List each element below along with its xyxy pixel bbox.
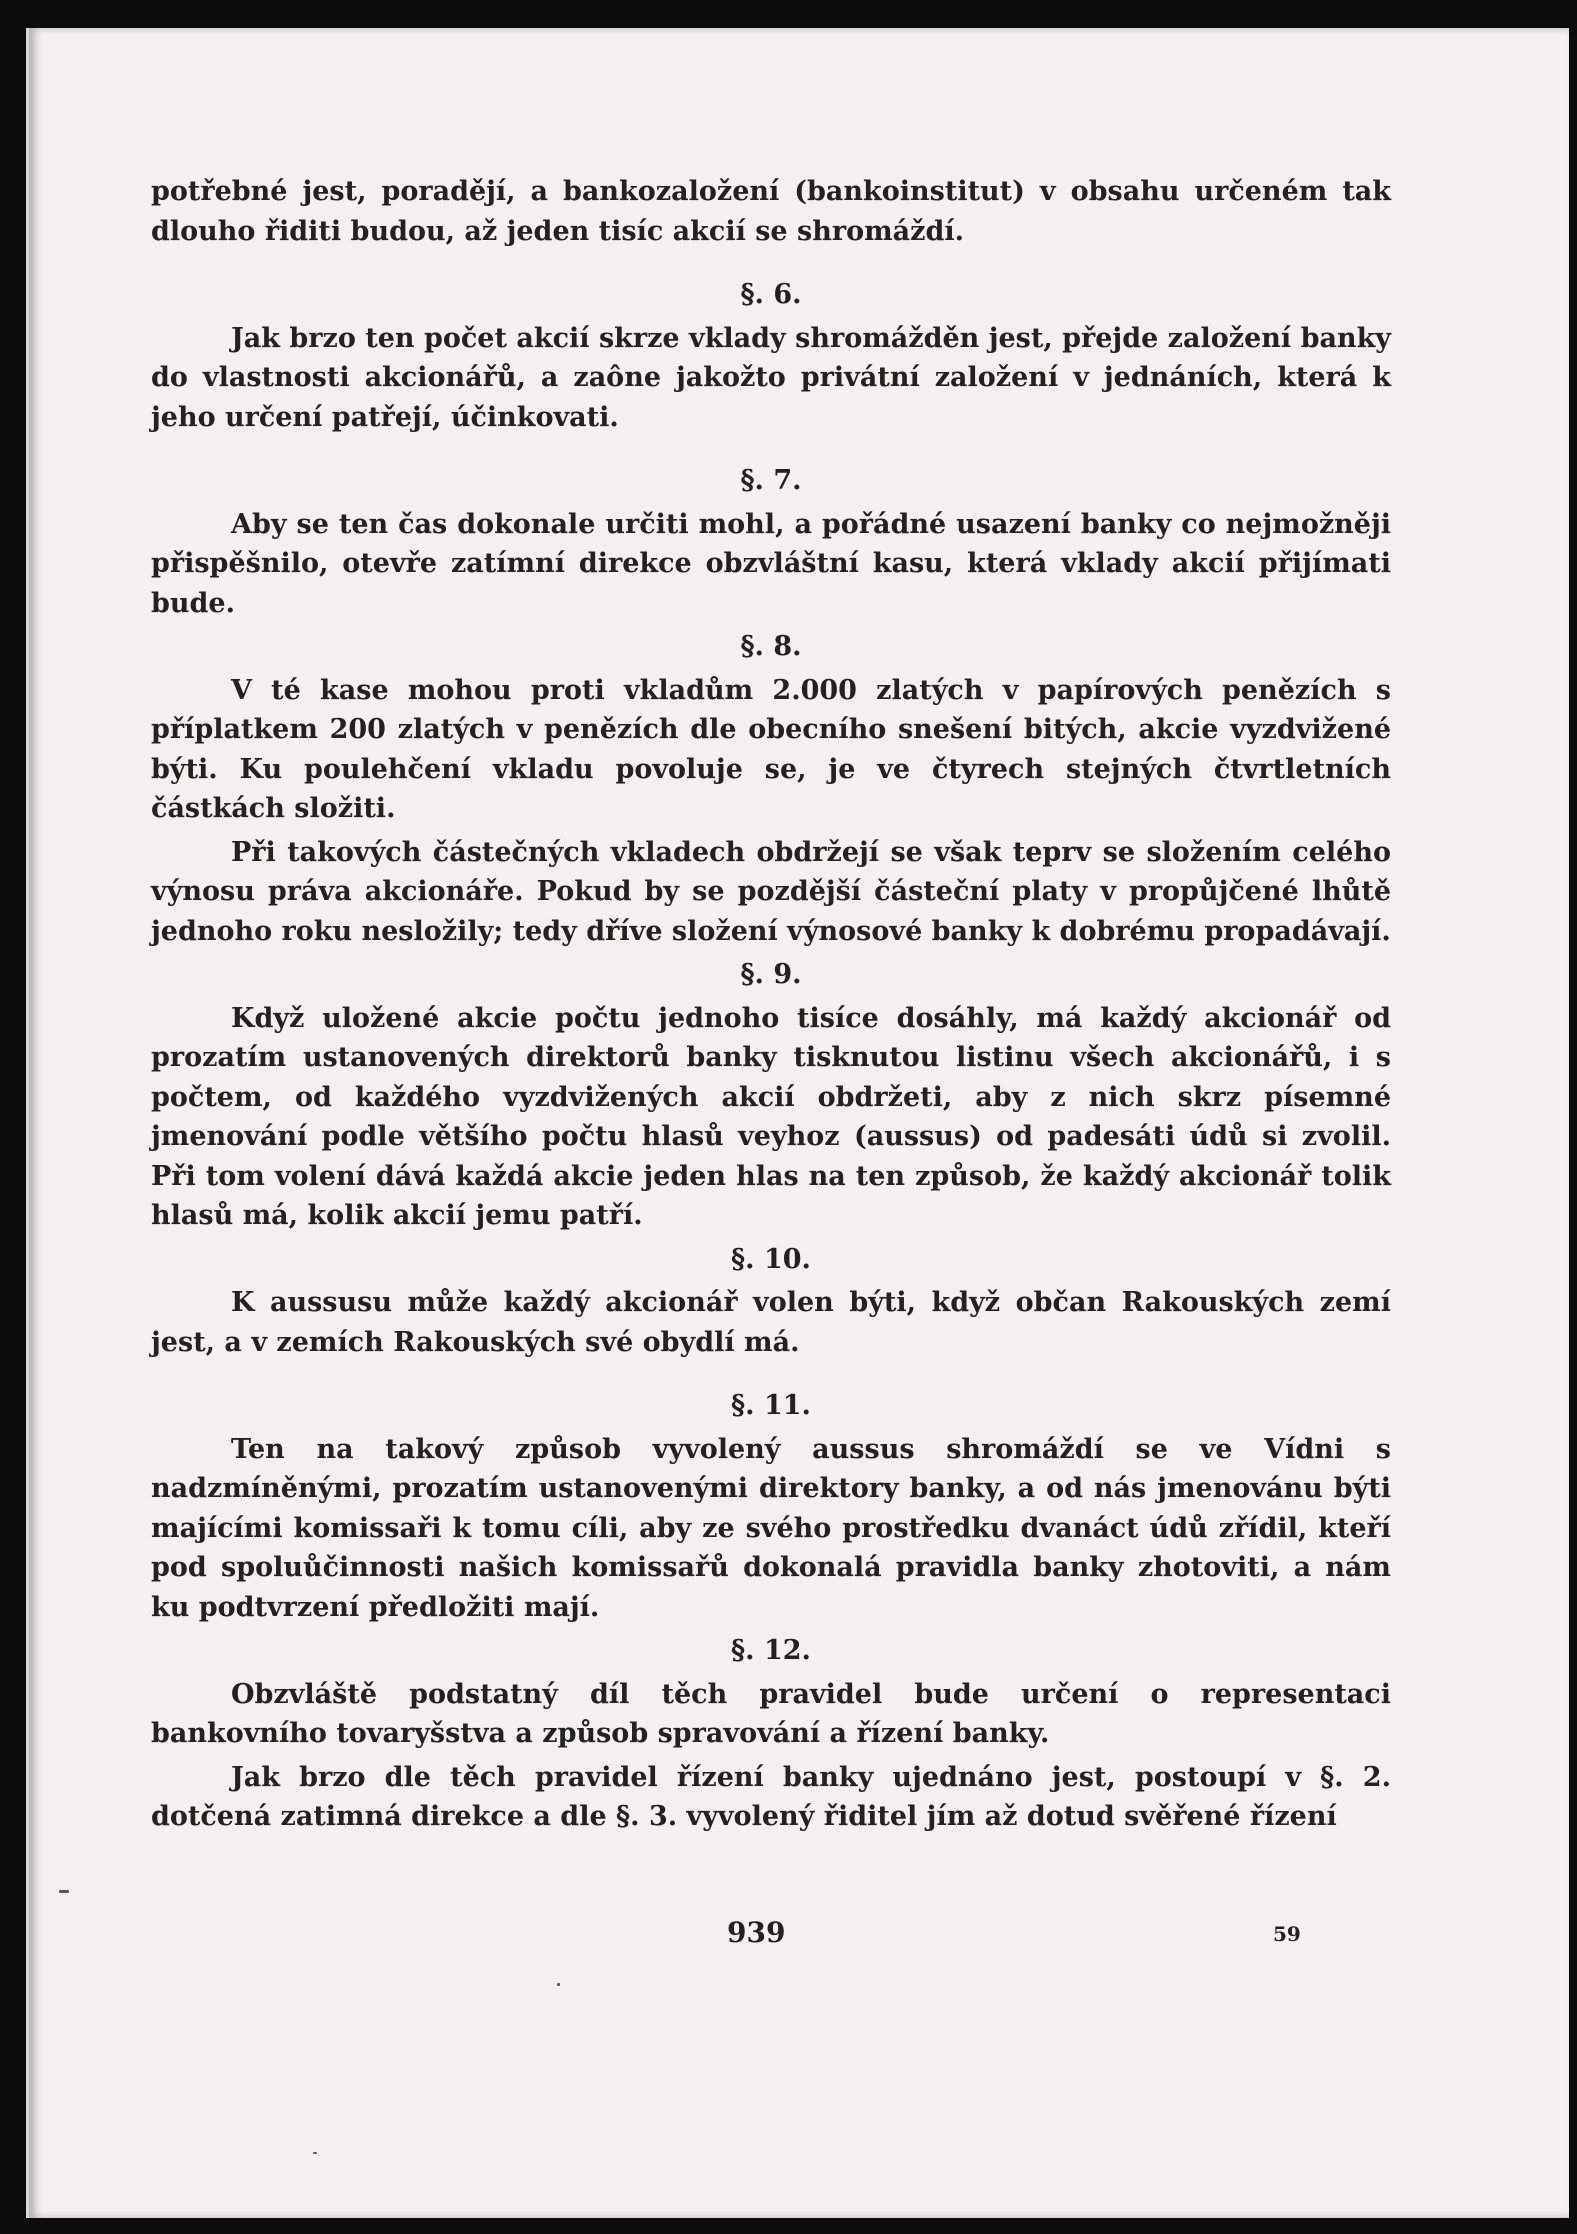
document-page <box>26 28 1569 2218</box>
paragraph-section-6: Jak brzo ten počet akcií skrze vklady shromážděn jest, přejde založení banky do vlastnosti akcionářů, a zaône jakožto privátní založení v jednáních, která k jeho určení patřejí, účinkovati. <box>151 322 1391 433</box>
scan-speck <box>59 1890 69 1893</box>
paragraph-section-11: Ten na takový způsob vyvolený aussus shromáždí se ve Vídni s nadzmíněnými, prozatím ustanovenými direktory banky, a od nás jmenovánu býti majícími komissaři k tomu cíli, aby ze svého prostředku dvanáct údů zřídil, kteří pod spoluůčinnosti našich komissařů dokonalá pravidla banky zhotoviti, a nám ku podtvrzení předložiti mají. <box>151 1433 1391 1623</box>
paragraph-section-10: K aussusu může každý akcionář volen býti, když občan Rakouských zemí jest, a v zemích Rakouských své obydlí má. <box>151 1287 1391 1358</box>
section-heading-8: §. 8. <box>740 631 802 662</box>
document-body <box>151 172 1391 1837</box>
section-heading-6: §. 6. <box>740 279 802 310</box>
scan-speck <box>557 1983 560 1986</box>
paragraph-section-8a: V té kase mohou proti vkladům 2.000 zlatých v papírových penězích s příplatkem 200 zlatých v penězích dle obecního snešení bitých, akcie vyzdvižené býti. Ku poulehčení vkladu povoluje se, je ve čtyrech stejných čtvrtletních částkách složiti. <box>151 674 1391 824</box>
paragraph-continuation: potřebné jest, poradějí, a bankozaložení (bankoinstitut) v obsahu určeném tak dlouho řiditi budou, až jeden tisíc akcií se shromáždí. <box>151 176 1391 247</box>
section-heading-12: §. 12. <box>731 1635 811 1666</box>
paragraph-section-12a: Obzvláště podstatný díl těch pravidel bude určení o representaci bankovního tovaryšstva a způsob spravování a řízení banky. <box>151 1678 1391 1749</box>
paragraph-section-9: Když uložené akcie počtu jednoho tisíce dosáhly, má každý akcionář od prozatím ustanovených direktorů banky tisknutou listinu všech akcionářů, i s počtem, od každého vyzdvižených akcií obdržeti, aby z nich skrz písemné jmenování podle většího počtu hlasů veyhoz (aussus) od padesáti údů si zvolil. Při tom volení dává každá akcie jeden hlas na ten způsob, že každý akcionář tolik hlasů má, kolik akcií jemu patří. <box>151 1002 1391 1231</box>
scan-speck <box>313 2152 317 2154</box>
section-heading-11: §. 11. <box>731 1390 811 1421</box>
paragraph-section-12b: Jak brzo dle těch pravidel řízení banky ujednáno jest, postoupí v §. 2. dotčená zatimná direkce a dle §. 3. vyvolený řiditel jím až dotud svěřené řízení <box>151 1761 1391 1832</box>
section-heading-9: §. 9. <box>740 959 802 990</box>
paragraph-section-7: Aby se ten čas dokonale určiti mohl, a pořádné usazení banky co nejmožněji přispěšnilo, otevře zatímní direkce obzvláštní kasu, která vklady akcií přijímati bude. <box>151 508 1391 619</box>
paragraph-section-8b: Při takových částečných vkladech obdržejí se však teprv se složením celého výnosu práva akcionáře. Pokud by se pozdější částeční platy v propůjčené lhůtě jednoho roku nesložily; tedy dříve složení výnosové banky k dobrému propadávají. <box>151 836 1391 947</box>
section-heading-10: §. 10. <box>731 1243 811 1275</box>
section-heading-7: §. 7. <box>740 465 802 496</box>
signature-mark: 59 <box>1273 1922 1301 1946</box>
page-number: 939 <box>727 1916 786 1949</box>
